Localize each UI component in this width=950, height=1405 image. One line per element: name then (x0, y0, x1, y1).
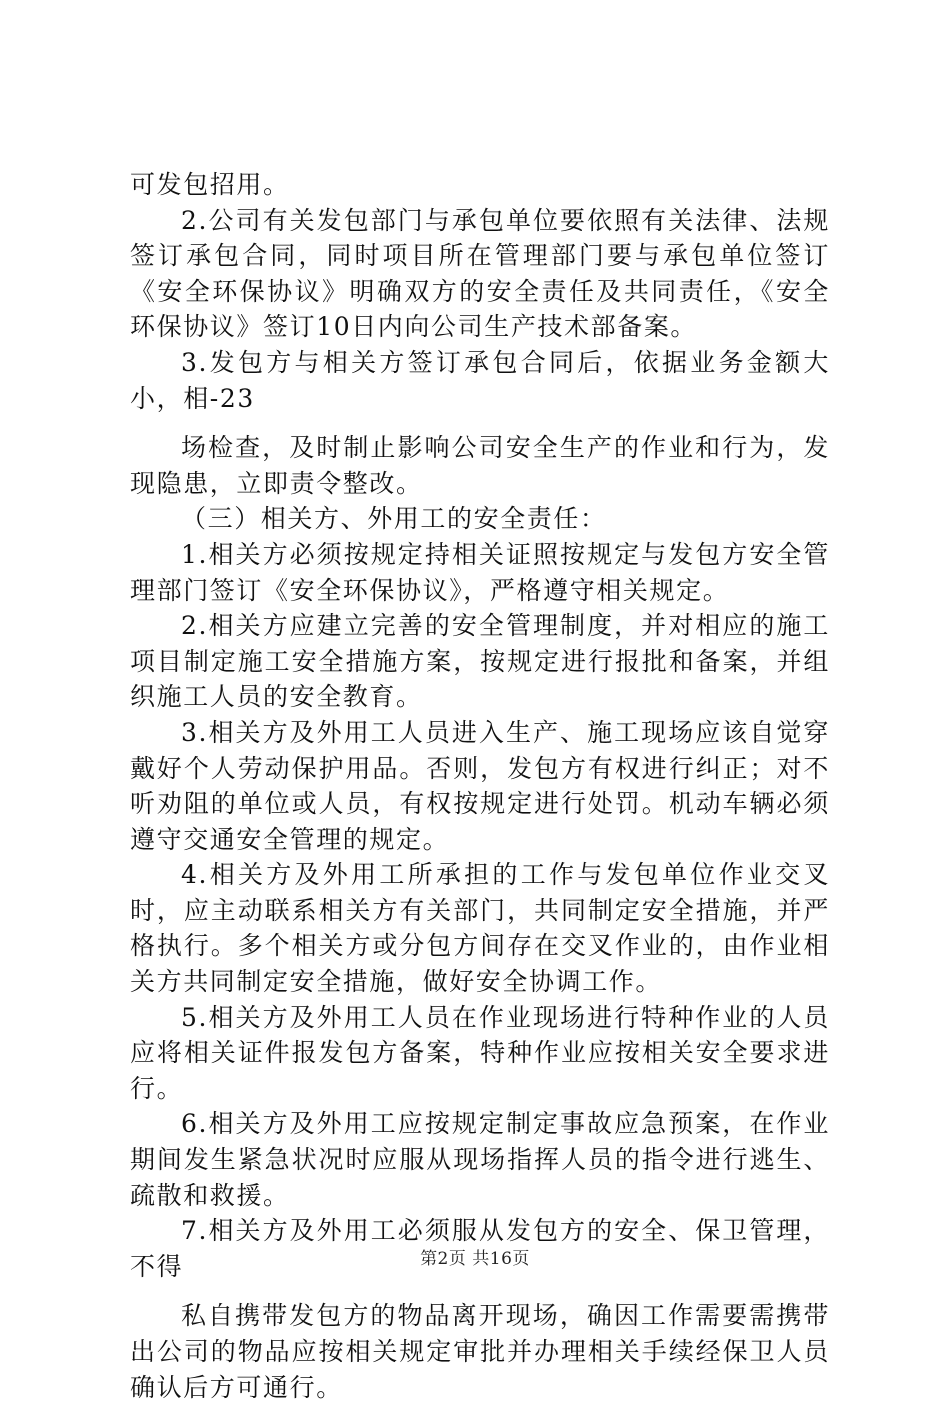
paragraph-5: 1.相关方必须按规定持相关证照按规定与发包方安全管理部门签订《安全环保协议》，严格遵守相关规定。 (130, 539, 830, 605)
page-footer: 第2页 共16页 (420, 1249, 530, 1269)
paragraph-10: 6.相关方及外用工应按规定制定事故应急预案，在作业期间发生紧急状况时应服从现场指挥人员的指令进行逃生、疏散和救援。 (130, 1109, 830, 1210)
paragraph-2: 2.公司有关发包部门与承包单位要依照有关法律、法规签订承包合同，同时项目所在管理部门要与承包单位签订《安全环保协议》明确双方的安全责任及共同责任，《安全环保协议》签订10日内向公司生产技术部备案。 (130, 205, 830, 342)
section-heading: （三）相关方、外用工的安全责任： (181, 504, 607, 534)
paragraph-7: 3.相关方及外用工人员进入生产、施工现场应该自觉穿戴好个人劳动保护用品。否则，发包方有权进行纠正；对不听劝阻的单位或人员，有权按规定进行处罚。机动车辆必须遵守交通安全管理的规定。 (130, 717, 830, 854)
paragraph-8: 4.相关方及外用工所承担的工作与发包单位作业交叉时，应主动联系相关方有关部门，共同制定安全措施，并严格执行。多个相关方或分包方间存在交叉作业的，由作业相关方共同制定安全措施，做好安全协调工作。 (130, 860, 830, 997)
paragraph-9: 5.相关方及外用工人员在作业现场进行特种作业的人员应将相关证件报发包方备案，特种作业应按相关安全要求进行。 (130, 1002, 830, 1103)
paragraph-3: 3.发包方与相关方签订承包合同后，依据业务金额大小，相-23 (130, 347, 830, 413)
paragraph-1: 可发包招用。 (130, 170, 290, 199)
paragraph-12: 私自携带发包方的物品离开现场，确因工作需要需携带出公司的物品应按相关规定审批并办理相关手续经保卫人员确认后方可通行。 (130, 1301, 830, 1402)
paragraph-6: 2.相关方应建立完善的安全管理制度，并对相应的施工项目制定施工安全措施方案，按规定进行报批和备案，并组织施工人员的安全教育。 (130, 611, 830, 712)
document-body (130, 167, 830, 1405)
paragraph-4: 场检查，及时制止影响公司安全生产的作业和行为，发现隐患，立即责令整改。 (130, 433, 830, 498)
paragraph-11: 7.相关方及外用工必须服从发包方的安全、保卫管理，不得 (130, 1216, 830, 1281)
